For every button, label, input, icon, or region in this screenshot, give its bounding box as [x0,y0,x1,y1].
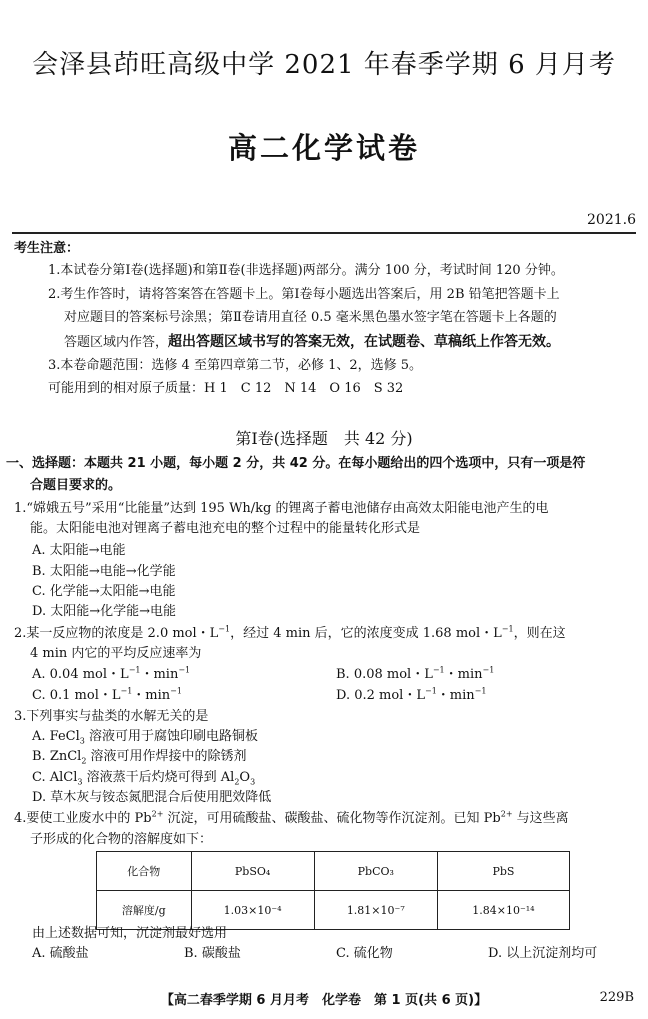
q2-exp-2: −1 [501,624,514,634]
q3-option-d: D. 草木灰与铵态氮肥混合后使用肥效降低 [32,790,272,805]
q2-a-exp2: −1 [178,665,191,675]
q2-text-c: ，则在这 [513,626,566,641]
notice-emphasis: 超出答题区域书写的答案无效，在试题卷、草稿纸上作答无效。 [168,334,561,350]
q2-option-a [32,663,190,682]
q2-b-exp: −1 [432,665,445,675]
q2-d-unit: ・min [436,688,475,703]
q4-option-c: C. 硫化物 [336,946,393,961]
q3-option-c [32,766,255,787]
q2-option-b [336,663,494,682]
exam-date: 2021.6 [587,212,636,228]
q4-stem-line-2: 子形成的化合物的溶解度如下： [30,832,213,847]
notice-heading: 考生注意： [14,241,80,256]
q1-stem-line-2: 能。太阳能电池对锂离子蓄电池充电的整个过程中的能量转化形式是 [30,521,421,536]
q1-option-c: C. 化学能→太阳能→电能 [32,584,176,599]
notice-item-1: 1.本试卷分第Ⅰ卷(选择题)和第Ⅱ卷(非选择题)两部分。满分 100 分，考试时间 120 分钟。 [48,263,564,278]
table-row-label: 溶解度/g [97,891,192,930]
table-cell: 1.03×10⁻⁴ [191,891,314,930]
q2-stem-line-1 [14,622,566,641]
exam-title: 高二化学试卷 [227,131,420,165]
q2-c-exp: −1 [120,686,133,696]
q2-text-b: ，经过 4 min 后，它的浓度变成 1.68 mol・L [230,626,502,641]
q3-c-sub: 3 [77,777,83,787]
q2-c-exp2: −1 [170,686,182,696]
solubility-table [96,851,570,930]
q2-text-a: 2.某一反应物的浓度是 2.0 mol・L [14,626,219,641]
notice-item-2-line-1: 2.考生作答时，请将答案答在答题卡上。第Ⅰ卷每小题选出答案后，用 2B 铅笔把答题卡上 [48,287,560,302]
header-rule [12,232,636,234]
q2-b-exp2: −1 [482,665,495,675]
table-cell: 1.84×10⁻¹⁴ [437,891,569,930]
q1-stem-line-1: 1.“嫦娥五号”采用“比能量”达到 195 Wh/kg 的锂离子蓄电池储存由高效太阳能电池产生的电 [14,501,549,516]
school-title: 会泽县茚旺高级中学 2021 年春季学期 6 月月考 [32,50,616,80]
q1-option-d: D. 太阳能→化学能→电能 [32,604,177,619]
table-cell: 1.81×10⁻⁷ [314,891,437,930]
q2-exp-1: −1 [218,624,231,634]
q2-b-unit: ・min [444,667,483,682]
q3-b-rest: 溶液可用作焊接中的除锈剂 [86,749,247,764]
q2-d-exp2: −1 [474,686,487,696]
q2-a-exp: −1 [128,665,141,675]
q4-text-b: 沉淀，可用硫酸盐、碳酸盐、硫化物等作沉淀剂。已知 Pb [163,811,501,826]
q4-text-c: 与这些离 [512,811,569,826]
table-header-cell: PbS [437,852,569,891]
part-1-heading: 第Ⅰ卷(选择题 共 42 分) [235,429,413,448]
q3-a-sub: 3 [79,736,85,746]
q1-option-a: A. 太阳能→电能 [32,543,126,558]
table-header-cell: PbCO₃ [314,852,437,891]
q3-option-a [32,725,258,746]
table-header-cell: 化合物 [97,852,192,891]
q2-d-exp: −1 [424,686,437,696]
q3-a-text: A. FeCl [32,729,80,744]
notice-item-2-line-3 [64,331,560,354]
q3-stem: 3.下列事实与盐类的水解无关的是 [14,709,209,724]
q4-stem-line-1 [14,807,569,826]
q3-c-sub2: 2 [234,777,240,787]
q4-option-a: A. 硫酸盐 [32,946,89,961]
q2-a-text: A. 0.04 mol・L [32,667,129,682]
q3-c-o: O [239,770,251,785]
q2-stem-line-2: 4 min 内它的平均反应速率为 [30,646,202,661]
table-header-row [97,852,570,891]
notice-item-3: 3.本卷命题范围：选修 4 至第四章第二节，必修 1、2，选修 5。 [48,358,423,373]
section-instructions-line-1: 一、选择题：本题共 21 小题，每小题 2 分，共 42 分。在每小题给出的四个选项中，只有一项是符 [6,456,586,471]
q2-d-text: D. 0.2 mol・L [336,688,425,703]
q3-b-sub: 2 [81,756,87,766]
q4-option-d: D. 以上沉淀剂均可 [488,946,598,961]
q2-option-c [32,684,182,703]
notice-item-2-line-2: 对应题目的答案标号涂黑；第Ⅱ卷请用直径 0.5 毫米黑色墨水签字笔在答题卡上各题的 [64,310,557,325]
q4-sup-2: 2+ [500,809,513,819]
atomic-mass-line: 可能用到的相对原子质量：H 1 C 12 N 14 O 16 S 32 [48,381,404,396]
page-footer: 【高二春季学期 6 月月考 化学卷 第 1 页(共 6 页)】 [160,993,488,1008]
q3-c-sub3: 3 [250,777,256,787]
q2-option-d [336,684,486,703]
q3-c-rest: 溶液蒸干后灼烧可得到 Al [82,770,235,785]
q2-c-unit: ・min [132,688,171,703]
q4-sup-1: 2+ [151,809,164,819]
q4-option-b: B. 碳酸盐 [184,946,241,961]
q4-text-a: 4.要使工业废水中的 Pb [14,811,152,826]
q2-c-text: C. 0.1 mol・L [32,688,121,703]
q4-conclusion: 由上述数据可知，沉淀剂最好选用 [32,926,228,941]
q3-a-rest: 溶液可用于腐蚀印刷电路铜板 [84,729,258,744]
notice-item-2-line-3a: 答题区域内作答， [64,335,169,350]
q1-option-b: B. 太阳能→电能→化学能 [32,564,176,579]
q3-option-b [32,745,247,766]
section-instructions-line-2: 合题目要求的。 [30,478,122,493]
q3-c-text: C. AlCl [32,770,78,785]
q2-b-text: B. 0.08 mol・L [336,667,433,682]
table-header-cell: PbSO₄ [191,852,314,891]
q3-b-text: B. ZnCl [32,749,82,764]
paper-code: 229B [599,990,634,1005]
q2-a-unit: ・min [140,667,179,682]
